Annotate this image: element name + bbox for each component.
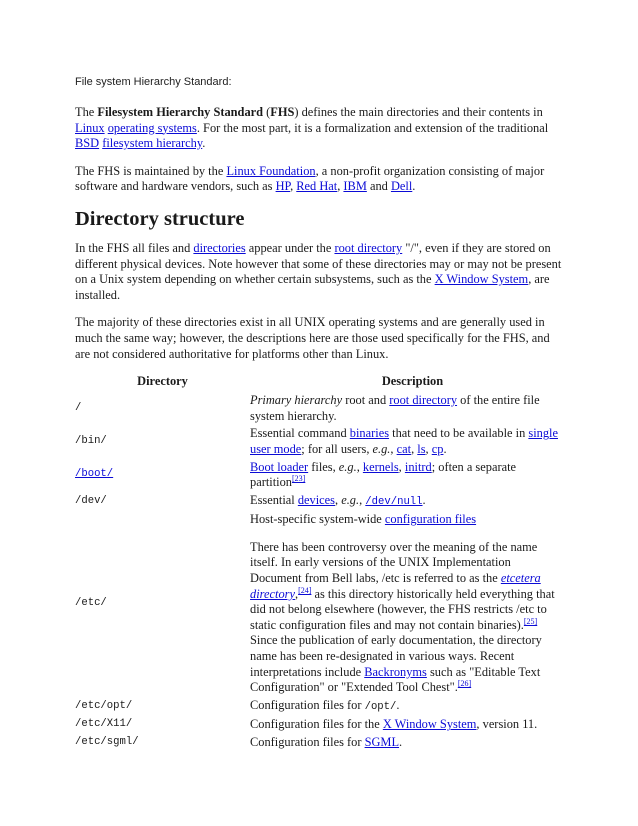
text: Essential bbox=[250, 492, 298, 507]
text: . bbox=[412, 179, 416, 194]
text: and bbox=[366, 179, 391, 194]
table-row bbox=[75, 493, 565, 513]
link-cat[interactable]: cat bbox=[396, 441, 412, 456]
intro-paragraph-2 bbox=[75, 164, 565, 195]
text: ; often a separate partition bbox=[250, 459, 517, 490]
section-heading: Directory structure bbox=[75, 207, 245, 230]
directory-cell: /etc/sgml/ bbox=[75, 736, 139, 748]
link-binaries[interactable]: binaries bbox=[349, 426, 390, 441]
reference-24[interactable]: [24] bbox=[298, 585, 312, 595]
text: The FHS is maintained by the bbox=[75, 163, 227, 178]
text: root and bbox=[342, 393, 390, 408]
description-cell bbox=[250, 493, 565, 513]
text: , are installed. bbox=[75, 272, 550, 302]
text: , bbox=[390, 441, 397, 456]
text: e.g. bbox=[341, 492, 360, 507]
text: , version 11. bbox=[476, 717, 538, 732]
link-red-hat[interactable]: Red Hat bbox=[296, 179, 338, 194]
column-header-description: Description bbox=[381, 374, 444, 389]
text: Configuration files for the bbox=[250, 717, 383, 732]
text: ( bbox=[263, 105, 271, 119]
article-body bbox=[75, 105, 565, 753]
text: Essential command bbox=[250, 426, 350, 441]
table-row bbox=[75, 512, 565, 698]
table-row bbox=[75, 735, 565, 753]
text: /opt/ bbox=[364, 700, 397, 713]
link-directories[interactable]: directories bbox=[193, 240, 246, 255]
fhs-abbrev: FHS bbox=[270, 105, 295, 119]
description-cell bbox=[250, 735, 565, 753]
description-cell bbox=[250, 460, 565, 493]
text: ) defines the main directories and their contents in bbox=[294, 105, 543, 119]
text: Primary hierarchy bbox=[250, 393, 343, 408]
link-hp[interactable]: HP bbox=[275, 179, 291, 194]
text: . bbox=[202, 136, 206, 151]
text: appear under the bbox=[245, 240, 335, 255]
text: Configuration files for bbox=[250, 735, 365, 749]
link-x-window-system[interactable]: X Window System bbox=[434, 272, 529, 287]
text: e.g. bbox=[372, 441, 391, 456]
directory-cell: /etc/X11/ bbox=[75, 718, 133, 731]
intro-paragraph-1 bbox=[75, 105, 565, 152]
table-row bbox=[75, 717, 565, 735]
description-cell bbox=[250, 698, 565, 718]
link-filesystem-hierarchy[interactable]: filesystem hierarchy bbox=[102, 136, 203, 151]
text: , bbox=[290, 179, 297, 194]
link-linux-foundation[interactable]: Linux Foundation bbox=[226, 163, 316, 178]
reference-25[interactable]: [25] bbox=[523, 616, 538, 626]
text: Since the publication of early documentation, the directory name has been re-designated in various ways. Recent interpretations include bbox=[250, 633, 542, 679]
table-row bbox=[75, 393, 565, 426]
link-configuration-files[interactable]: configuration files bbox=[384, 512, 477, 527]
link-kernels[interactable]: kernels bbox=[362, 459, 399, 474]
directory-cell: / bbox=[75, 401, 82, 414]
text: files, bbox=[308, 459, 339, 474]
description-cell bbox=[250, 717, 565, 735]
directory-cell: /etc/opt/ bbox=[75, 699, 133, 712]
table-row bbox=[75, 698, 565, 718]
section-paragraph-2: The majority of these directories exist in all UNIX operating systems and are generally used in much the same way; however, the descriptions here are those used specifically for the FHS, and are not considered authoritative for platforms other than Linux. bbox=[75, 315, 550, 361]
table-row bbox=[75, 460, 565, 493]
link-root-directory-2[interactable]: root directory bbox=[389, 393, 458, 408]
paragraph-gap bbox=[250, 528, 565, 540]
text: ; for all users, bbox=[301, 441, 373, 456]
link-boot-directory[interactable]: /boot/ bbox=[75, 468, 114, 481]
text: Host-specific system-wide bbox=[250, 512, 385, 527]
text: , bbox=[335, 492, 342, 507]
text: , bbox=[294, 586, 299, 601]
text: e.g. bbox=[338, 459, 357, 474]
directory-cell: /etc/ bbox=[75, 597, 107, 610]
link-dell[interactable]: Dell bbox=[390, 179, 413, 194]
text: . bbox=[443, 441, 447, 456]
section-paragraph-1 bbox=[75, 241, 565, 303]
column-header-directory: Directory bbox=[137, 374, 188, 389]
text: , bbox=[425, 441, 432, 456]
header-note: File system Hierarchy Standard: bbox=[75, 76, 232, 88]
text: . For the most part, it is a formalization and extension of the traditional bbox=[196, 120, 549, 135]
reference-23[interactable]: [23] bbox=[291, 473, 306, 483]
directory-cell: /dev/ bbox=[75, 494, 107, 507]
table-header-row bbox=[75, 374, 565, 393]
link-ls[interactable]: ls bbox=[417, 441, 426, 456]
text: , a non-profit organization consisting of major software and hardware vendors, such as bbox=[75, 163, 545, 194]
text: , bbox=[356, 459, 363, 474]
text: , bbox=[359, 492, 366, 507]
text: etcetera directory bbox=[250, 571, 541, 601]
description-cell bbox=[250, 393, 565, 426]
fhs-term: Filesystem Hierarchy Standard bbox=[97, 105, 264, 119]
text: There has been controversy over the meaning of the name itself. In early versions of the UNIX Implementation Document from Bell labs, /etc is referred to as the bbox=[250, 539, 538, 586]
link-boot-loader[interactable]: Boot loader bbox=[250, 459, 309, 474]
text: . bbox=[422, 492, 426, 507]
link-bsd[interactable]: BSD bbox=[75, 136, 100, 151]
reference-26[interactable]: [26] bbox=[457, 679, 472, 689]
text: such as "Editable Text Configuration" or "Extended Tool Chest". bbox=[250, 664, 541, 695]
link-operating-systems[interactable]: operating systems bbox=[107, 120, 197, 135]
table-row bbox=[75, 426, 565, 459]
link-root-directory[interactable]: root directory bbox=[334, 240, 403, 255]
text: as this directory historically held everything that did not belong elsewhere (however, the FHS restricts /etc to static configuration files and may not contain binaries). bbox=[250, 586, 555, 632]
text: of the entire file system hierarchy. bbox=[250, 393, 540, 423]
text: , bbox=[411, 441, 418, 456]
link-backronyms[interactable]: Backronyms bbox=[364, 664, 427, 679]
link-linux[interactable]: Linux bbox=[75, 120, 105, 135]
link-devices[interactable]: devices bbox=[297, 492, 335, 507]
text: , bbox=[398, 459, 405, 474]
link-sgml[interactable]: SGML bbox=[364, 735, 400, 749]
link-x-window-system-2[interactable]: X Window System bbox=[382, 717, 477, 732]
directory-cell: /bin/ bbox=[75, 435, 107, 448]
link-single-user-mode[interactable]: single user mode bbox=[250, 426, 558, 456]
text: The bbox=[75, 105, 98, 119]
link-ibm[interactable]: IBM bbox=[343, 179, 367, 194]
link-dev-null[interactable]: /dev/null bbox=[365, 495, 423, 508]
text: In the FHS all files and bbox=[75, 240, 194, 255]
link-initrd[interactable]: initrd bbox=[404, 459, 432, 474]
text: Configuration files for bbox=[250, 697, 365, 712]
text: . bbox=[399, 735, 403, 749]
directory-table bbox=[75, 374, 565, 752]
description-cell bbox=[250, 426, 565, 459]
description-cell bbox=[250, 512, 565, 698]
directory-cell bbox=[75, 460, 250, 493]
text: "/", even if they are stored on different physical devices. Note however that some of these directories may or may not be present on a Unix system depending on whether certain subsystems, such as the bbox=[75, 240, 562, 287]
link-cp[interactable]: cp bbox=[431, 441, 444, 456]
text: , bbox=[337, 179, 344, 194]
text: that need to be available in bbox=[389, 426, 529, 441]
text: . bbox=[396, 697, 400, 712]
